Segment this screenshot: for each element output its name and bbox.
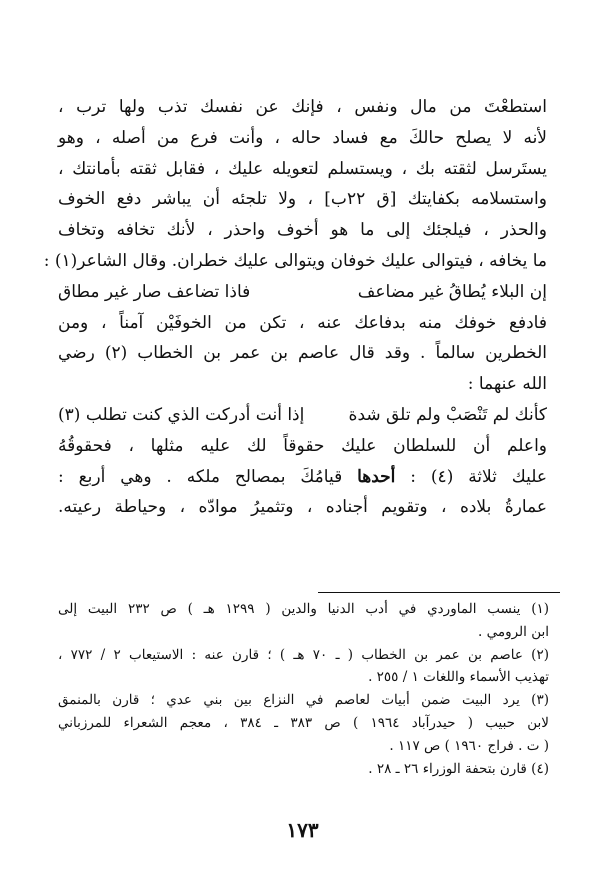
text-line: الله عنهما : — [467, 374, 547, 395]
bold-heading-word: أحدها — [357, 466, 396, 487]
text-line: ما يخافه ، فيتوالى عليك خوفان ويتوالى عليك خطران. وقال الشاعر(١) : — [43, 250, 547, 271]
verse-first-hemistich: كأنك لم تَنْصَبْ ولم تلق شدة — [348, 404, 547, 425]
footnote-line: لابن حبيب ( حيدرآباد ١٩٦٤ ) ص ٣٨٣ ـ ٣٨٤ ، معجم الشعراء للمرزباني — [58, 714, 549, 731]
text-line: عمارةُ بلاده ، وتقويم أجناده ، وتثميرُ موادّه ، وحياطة رعيته. — [58, 497, 547, 518]
footnotes — [58, 598, 549, 780]
text-fragment: قيامُكَ بمصالح ملكه . وهي أربع : — [58, 466, 343, 487]
footnote-line: (١) ينسب الماوردي في أدب الدنيا والدين ( ١٢٩٩ هـ ) ص ٢٣٢ البيت إلى — [58, 601, 550, 617]
text-line: واعلم أن للسلطان عليك حقوقاً لك عليه مثلها ، فحقوقُهُ — [58, 435, 547, 456]
footnote-line: ابن الرومي . — [478, 623, 549, 640]
text-line: استطعْتَ من مال ونفس ، فإنك عن نفسك تذب ولها ترب ، — [58, 97, 547, 117]
footnote-line: تهذيب الأسماء واللغات ١ / ٢٥٥ . — [368, 669, 549, 686]
text-line-with-bold — [58, 462, 547, 493]
verse-second-hemistich: إذا أنت أدركت الذي كنت تطلب (٣) — [58, 404, 305, 425]
footnote-line: (٢) عاصم بن عمر بن الخطاب ( ـ ٧٠ هـ ) ؛ قارن عنه : الاستيعاب ٢ / ٧٧٢ ، — [58, 646, 549, 663]
text-line: فادفع خوفك منه بدفاعك عنه ، تكن من الخوفَيْن آمناً ، ومن — [58, 312, 547, 333]
footnote-divider — [318, 592, 560, 593]
main-text — [43, 92, 548, 523]
page-number: ١٧٣ — [286, 818, 319, 842]
poem-verse — [58, 400, 547, 431]
verse-first-hemistich: إن البلاء يُطاقُ غير مضاعف — [357, 281, 547, 302]
footnote-line: (٤) قارن بتحفة الوزراء ٢٦ ـ ٢٨ . — [368, 760, 549, 777]
poem-verse — [58, 277, 547, 308]
text-line: والحذر ، فيلجئك إلى ما هو أخوف واحذر ، لأنك تخافه وتخاف — [58, 220, 547, 241]
footnote-line: ( ت . فراج ١٩٦٠ ) ص ١١٧ . — [389, 737, 549, 754]
verse-second-hemistich: فاذا تضاعف صار غير مطاق — [58, 281, 251, 302]
footnote-line: (٣) يرد البيت ضمن أبيات لعاصم في النزاع بين بني عدي ؛ قارن بالمنمق — [58, 692, 549, 709]
text-line: الخطرين سالماً . وقد قال عاصم بن عمر بن الخطاب (٢) رضي — [58, 343, 547, 364]
text-line: يستَرسل لثقته بك ، ويستسلم لتعويله عليك ، فقابل ثقته بأمانتك ، — [58, 158, 547, 179]
text-line: واستسلامه بكفايتك [ق ٢٢ب] ، ولا تلجئه أن يباشر دفع الخوف — [58, 189, 547, 210]
text-fragment: عليك ثلاثة (٤) : — [410, 466, 548, 487]
text-line: لأنه لا يصلح حالكَ مع فساد حاله ، وأنت فرع من أصله ، وهو — [58, 127, 547, 148]
